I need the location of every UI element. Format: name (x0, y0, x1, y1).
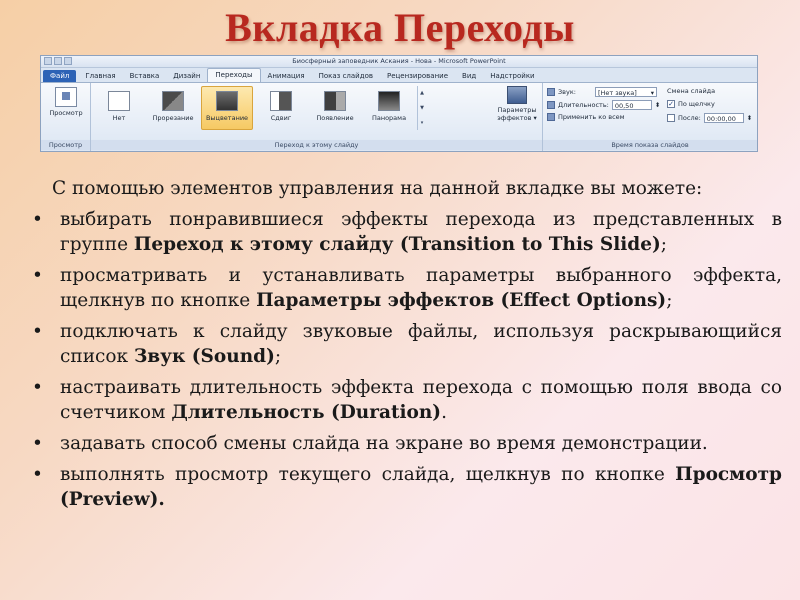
transition-cut-icon (162, 91, 184, 111)
transition-push[interactable] (255, 86, 307, 130)
preview-button[interactable] (44, 87, 88, 117)
transition-fade-icon (216, 91, 238, 111)
gallery-up-icon[interactable]: ▲ (420, 90, 424, 97)
ribbon-screenshot (40, 55, 758, 152)
gallery-scroll[interactable] (417, 86, 426, 130)
list-item: • просматривать и устанавливать параметры выбранного эффекта, щелкнув по кнопке Параметры эффектов (Effect Options); (30, 263, 782, 313)
transition-pan-label: Панорама (371, 114, 407, 122)
tab-slide-show[interactable]: Показ слайдов (318, 72, 373, 80)
after-value: 00:00,00 (706, 115, 736, 123)
list-item: • подключать к слайду звуковые файлы, используя раскрывающийся список Звук (Sound); (30, 319, 782, 369)
tab-file[interactable]: Файл (43, 70, 76, 82)
transition-push-label: Сдвиг (270, 114, 292, 122)
redo-icon[interactable] (64, 57, 72, 65)
window-title: Биосферный заповедник Аскания - Нова - Microsoft PowerPoint (292, 57, 506, 65)
list-item: • настраивать длительность эффекта перехода с помощью поля ввода со счетчиком Длительность (Duration). (30, 375, 782, 425)
save-icon[interactable] (44, 57, 52, 65)
on-click-row (667, 100, 715, 108)
transition-push-icon (270, 91, 292, 111)
after-label: После: (678, 114, 701, 122)
duration-value: 00,50 (614, 102, 634, 110)
gallery-down-icon[interactable]: ▼ (420, 104, 424, 111)
tab-transitions[interactable]: Переходы (207, 68, 260, 82)
transition-fade-label: Выцветание (205, 114, 249, 122)
spinner-icon[interactable]: ⬍ (746, 114, 753, 122)
group-timing (543, 83, 757, 151)
transition-none-label: Нет (112, 114, 126, 122)
on-click-label: По щелчку (678, 100, 715, 108)
duration-label: Длительность: (558, 101, 609, 109)
transition-none[interactable] (93, 86, 145, 130)
spinner-icon[interactable]: ⬍ (654, 101, 661, 109)
chevron-down-icon: ▾ (650, 89, 654, 97)
tab-addins[interactable]: Надстройки (490, 72, 535, 80)
tab-design[interactable]: Дизайн (173, 72, 201, 80)
sound-icon (547, 88, 555, 96)
tab-animations[interactable]: Анимация (267, 72, 305, 80)
transition-cut[interactable] (147, 86, 199, 130)
tab-home[interactable]: Главная (85, 72, 116, 80)
window-titlebar (41, 56, 757, 68)
apply-all-row[interactable] (547, 113, 625, 121)
duration-input[interactable] (612, 100, 652, 110)
list-item: • выполнять просмотр текущего слайда, щелкнув по кнопке Просмотр (Preview). (30, 462, 782, 512)
duration-row (547, 100, 660, 110)
after-checkbox[interactable] (667, 114, 675, 122)
transition-pan[interactable] (363, 86, 415, 130)
gallery-more-icon[interactable]: ▾ (420, 119, 424, 126)
effect-options-button[interactable] (495, 86, 539, 122)
ribbon-tabs (41, 68, 757, 83)
duration-icon (547, 101, 555, 109)
after-input[interactable] (704, 113, 744, 123)
sound-label: Звук: (558, 88, 576, 96)
preview-icon (55, 87, 77, 107)
transition-wipe[interactable] (309, 86, 361, 130)
tab-review[interactable]: Рецензирование (386, 72, 449, 80)
list-item: • выбирать понравившиеся эффекты перехода из представленных в группе Переход к этому слайду (Transition to This Slide); (30, 207, 782, 257)
chevron-down-icon: ▾ (533, 114, 537, 122)
advance-header (667, 87, 715, 95)
ribbon-groups (41, 83, 757, 151)
undo-icon[interactable] (54, 57, 62, 65)
apply-all-icon (547, 113, 555, 121)
slide-body (30, 176, 782, 518)
group-label-timing: Время показа слайдов (543, 140, 757, 150)
group-preview (41, 83, 91, 151)
list-item: • задавать способ смены слайда на экране во время демонстрации. (30, 431, 782, 456)
advance-header-label: Смена слайда (667, 87, 716, 95)
tab-view[interactable]: Вид (462, 72, 477, 80)
preview-button-label: Просмотр (49, 109, 83, 117)
slide-title: Вкладка Переходы (225, 5, 575, 50)
tab-insert[interactable]: Вставка (129, 72, 160, 80)
quick-access-toolbar (44, 57, 72, 65)
group-label-transition: Переход к этому слайду (91, 140, 542, 150)
transition-wipe-label: Появление (316, 114, 354, 122)
transition-pan-icon (378, 91, 400, 111)
apply-all-label: Применить ко всем (558, 113, 625, 121)
transition-fade[interactable] (201, 86, 253, 130)
transition-none-icon (108, 91, 130, 111)
transition-gallery (93, 86, 426, 130)
sound-row (547, 87, 657, 97)
sound-value: [Нет звука] (597, 89, 637, 97)
group-transition-to-slide (91, 83, 543, 151)
transition-wipe-icon (324, 91, 346, 111)
transition-cut-label: Прорезание (152, 114, 194, 122)
sound-dropdown[interactable] (595, 87, 657, 97)
effect-options-label: Параметры эффектов (497, 106, 537, 122)
after-row (667, 113, 752, 123)
intro-text: С помощью элементов управления на данной вкладке вы можете: (52, 178, 703, 199)
on-click-checkbox[interactable]: ✓ (668, 100, 674, 108)
bullet-list (30, 207, 782, 512)
group-label-preview: Просмотр (41, 140, 90, 150)
effect-options-icon (507, 86, 527, 104)
